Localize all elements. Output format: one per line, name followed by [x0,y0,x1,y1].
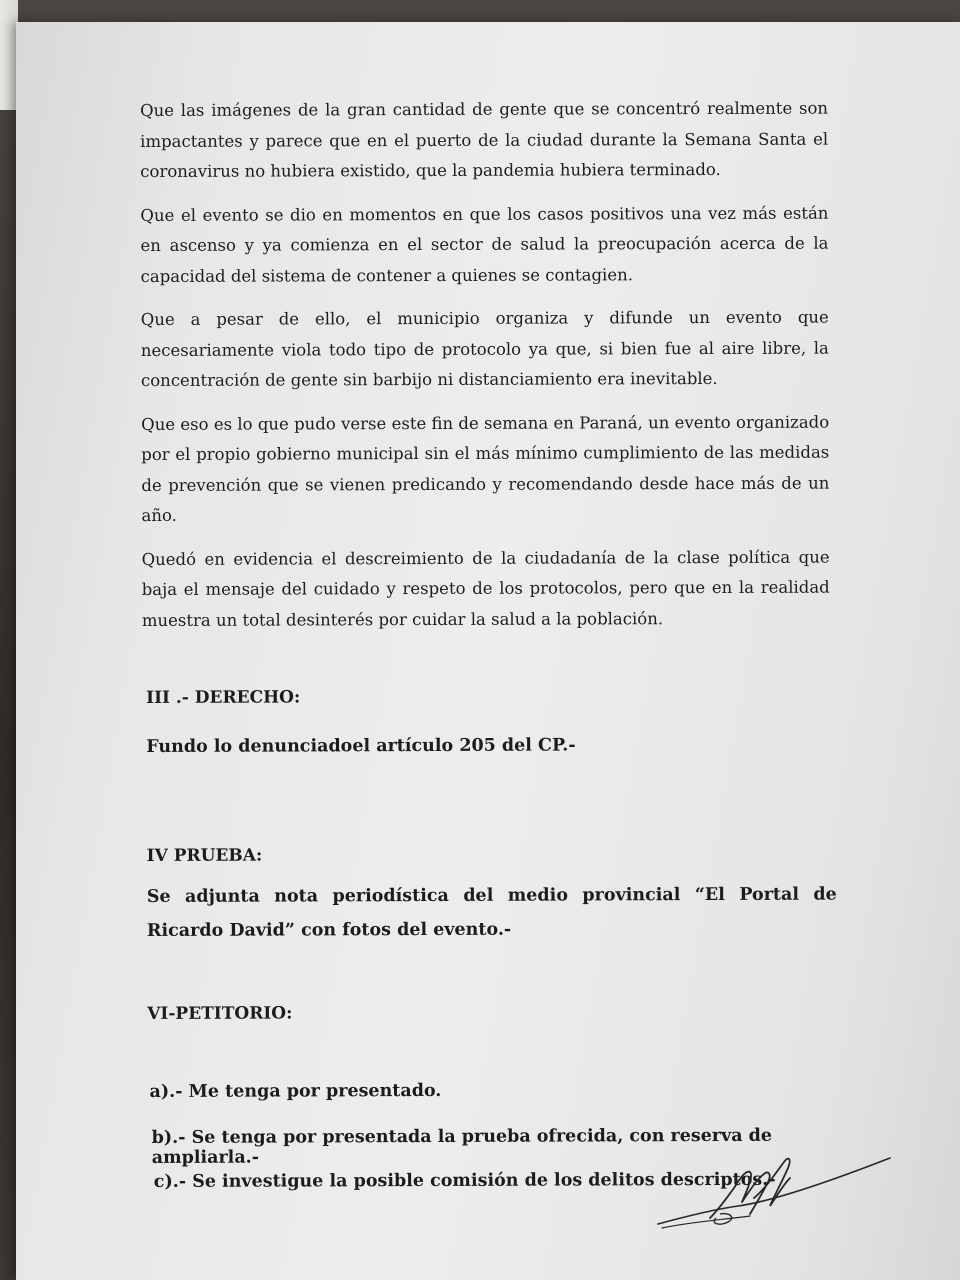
paragraph-5: Quedó en evidencia el descreimiento de la ciudadanía de la clase política que baja el mensaje del cuidado y respeto de los protocolos, pero que en la realidad muestra un total desinterés por cuidar la salud a la población. [141,547,830,630]
petitorio-item-c: c).- Se investigue la posible comisión de los delitos descriptos.- [153,1169,776,1192]
paragraph-4: Que eso es lo que pudo verse este fin de semana en Paraná, un evento organizado por el propio gobierno municipal sin el más mínimo cumplimiento de las medidas de prevención que se vienen predicando y recomendando desde hace más de un año. [141,412,830,525]
prueba-text: Se adjunta nota periodística del medio provincial “El Portal de Ricardo David” con fotos del evento.- [146,884,837,941]
heading-petitorio: VI-PETITORIO: [147,1003,293,1024]
handwritten-signature-icon [650,1148,900,1238]
heading-prueba: IV PRUEBA: [146,845,263,866]
paragraph-2: Que el evento se dio en momentos en que los casos positivos una vez más están en ascenso y ya comienza en el sector de salud la preocupación acerca de la capacidad del sistema de contener a quienes se contagien. [140,203,829,286]
paragraph-1: Que las imágenes de la gran cantidad de gente que se concentró realmente son impactantes y parece que en el puerto de la ciudad durante la Semana Santa el coronavirus no hubiera existido, que la pandemia hubiera terminado. [140,98,829,181]
petitorio-item-a: a).- Me tenga por presentado. [149,1080,442,1102]
heading-derecho: III .- DERECHO: [146,687,301,708]
petitorio-item-b: b).- Se tenga por presentada la prueba ofrecida, con reserva de ampliarla.- [151,1125,773,1168]
paragraph-3: Que a pesar de ello, el municipio organiza y difunde un evento que necesariamente viola todo tipo de protocolo ya que, si bien fue al aire libre, la concentración de gente sin barbijo ni distanciamiento era inevitable. [140,307,829,390]
document-body [140,94,837,1192]
derecho-text: Fundo lo denunciadoel artículo 205 del CP.- [146,735,576,757]
